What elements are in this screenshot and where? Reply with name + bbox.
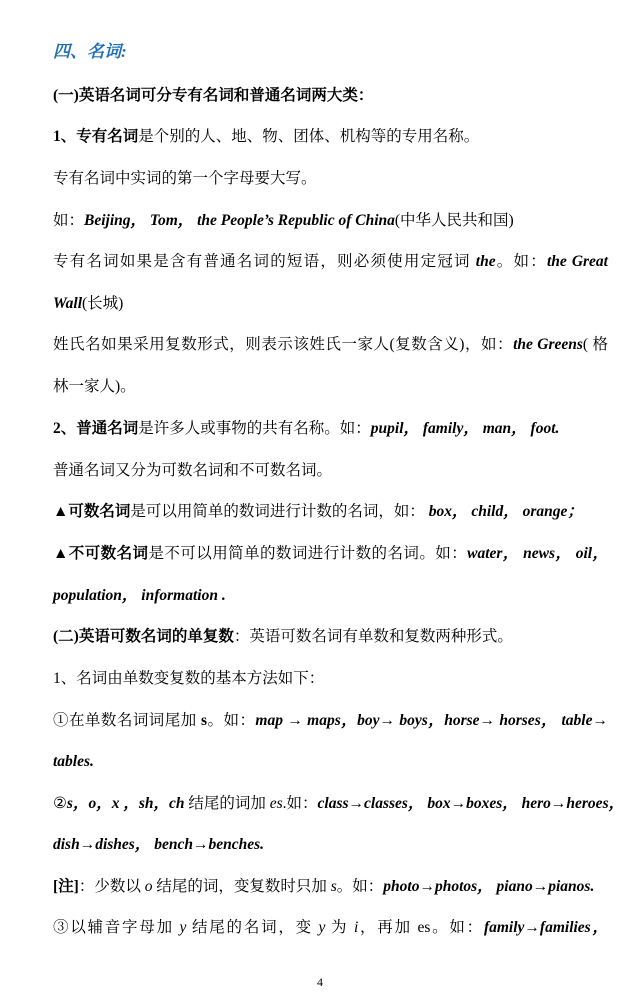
plural-rule-2-text: 结尾的词加 — [184, 795, 270, 812]
surname-plural-rule — [53, 334, 608, 356]
countable-noun-definition — [53, 501, 608, 523]
plural-rule-1-examples-cont: tables. — [53, 753, 94, 770]
countable-noun-desc: 是可以用简单的数词进行计数的名词，如： — [130, 503, 425, 520]
plural-rule-3-i: i — [353, 919, 359, 936]
proper-noun-definition — [53, 126, 608, 148]
plural-rule-2-examples-cont: dish→dishes， bench→benches. — [53, 836, 264, 853]
plural-rule-3-text-4: ，再加 es。如： — [358, 919, 484, 936]
subsection-title-2 — [53, 626, 608, 648]
plural-rule-3-text-2: 结尾的名词，变 — [186, 919, 319, 936]
uncountable-noun-term: ▲不可数名词 — [53, 545, 149, 562]
plural-rule-3 — [53, 917, 608, 939]
examples-translation: (中华人民共和国) — [394, 212, 514, 229]
article-the: the — [475, 253, 496, 270]
examples-prefix: 如： — [53, 212, 85, 229]
capitalization-rule — [53, 168, 608, 190]
article-rule-text: 专有名词如果是含有普通名词的短语，则必须使用定冠词 — [53, 253, 476, 270]
capitalization-rule-text: 专有名词中实词的第一个字母要大写。 — [53, 170, 317, 187]
plural-rule-note — [53, 876, 608, 898]
common-noun-term: 2、普通名词 — [53, 420, 139, 437]
common-noun-desc: 是许多人或事物的共有名称。如： — [138, 420, 371, 437]
note-ending-o: o — [144, 878, 153, 895]
uncountable-noun-desc: 是不可以用简单的数词进行计数的名词。如： — [148, 545, 468, 562]
section-heading: 四、名词: — [53, 42, 127, 61]
page-number: 4 — [317, 975, 323, 989]
common-noun-definition — [53, 418, 608, 440]
plural-rule-1-cont — [53, 751, 608, 773]
note-suffix-s: s — [330, 878, 337, 895]
plural-rule-3-text-3: 为 — [325, 919, 354, 936]
examples-list: Beijing， Tom， the People’s Republic of China — [84, 212, 395, 229]
definite-article-rule — [53, 251, 608, 273]
article-example: the Great — [546, 253, 608, 270]
uncountable-noun-examples-cont — [53, 585, 608, 607]
proper-noun-examples — [53, 210, 608, 232]
article-example-prefix: 。如： — [495, 253, 547, 270]
article-example-translation: (长城) — [82, 295, 124, 312]
plural-rule-1 — [53, 710, 608, 732]
common-noun-division-text: 普通名词又分为可数名词和不可数名词。 — [53, 462, 333, 479]
note-text-2: 结尾的词，变复数时只加 — [152, 878, 331, 895]
note-marker: [注] — [53, 878, 79, 895]
note-examples: photo→photos， piano→pianos. — [383, 878, 595, 895]
plural-rule-2 — [53, 793, 625, 815]
note-prefix: 。如： — [336, 878, 384, 895]
surname-rule-text: 姓氏名如果采用复数形式，则表示该姓氏一家人(复数含义)，如： — [53, 336, 514, 353]
surname-translation: ( 格 — [582, 336, 608, 353]
note-text-1: ：少数以 — [78, 878, 145, 895]
uncountable-noun-definition — [53, 543, 608, 565]
countable-noun-examples: box， child， orange； — [424, 503, 583, 520]
plural-rule-2-cont — [53, 834, 608, 856]
plural-rule-3-y: y — [179, 919, 187, 936]
countable-noun-term: ▲可数名词 — [53, 503, 131, 520]
surname-example: the Greens — [513, 336, 583, 353]
plural-methods-intro-text: 1、名词由单数变复数的基本方法如下： — [53, 670, 325, 687]
definite-article-rule-cont — [53, 293, 608, 315]
subsection-title-2-text: (二)英语可数名词的单复数 — [53, 628, 234, 645]
proper-noun-desc: 是个别的人、地、物、团体、机构等的专用名称。 — [138, 128, 480, 145]
plural-rule-1-suffix: s — [201, 712, 208, 729]
plural-rule-1-text: ①在单数名词词尾加 — [53, 712, 202, 729]
proper-noun-term: 1、专有名词 — [53, 128, 139, 145]
plural-rule-2-suffix: es — [269, 795, 283, 812]
plural-methods-intro — [53, 668, 608, 690]
uncountable-noun-examples: water， news， oil， — [467, 545, 608, 562]
plural-rule-1-prefix: 。如： — [207, 712, 256, 729]
uncountable-noun-examples-2: population， information . — [53, 587, 226, 604]
plural-rule-2-endings: s，o，x ，sh，ch — [66, 795, 185, 812]
plural-rule-3-text-1: ③以辅音字母加 — [53, 919, 180, 936]
plural-rule-2-marker: ② — [53, 795, 67, 812]
surname-plural-rule-cont — [53, 376, 608, 398]
common-noun-division — [53, 460, 608, 482]
surname-translation-cont: 林一家人)。 — [53, 378, 136, 395]
plural-rule-3-y-2: y — [318, 919, 326, 936]
plural-rule-2-prefix: .如： — [282, 795, 318, 812]
subsection-title-1 — [53, 85, 608, 107]
plural-rule-1-examples: map → maps，boy→ boys，horse→ horses， table→ — [255, 712, 608, 729]
subsection-title-2-desc: ：英语可数名词有单数和复数两种形式。 — [233, 628, 513, 645]
common-noun-examples: pupil， family， man， foot. — [370, 420, 560, 437]
plural-rule-3-examples: family→families， — [483, 919, 608, 936]
subsection-title-1-text: (一)英语名词可分专有名词和普通名词两大类： — [53, 87, 374, 104]
article-example-cont: Wall — [53, 295, 82, 312]
plural-rule-2-examples: class→classes， box→boxes， hero→heroes， — [317, 795, 625, 812]
